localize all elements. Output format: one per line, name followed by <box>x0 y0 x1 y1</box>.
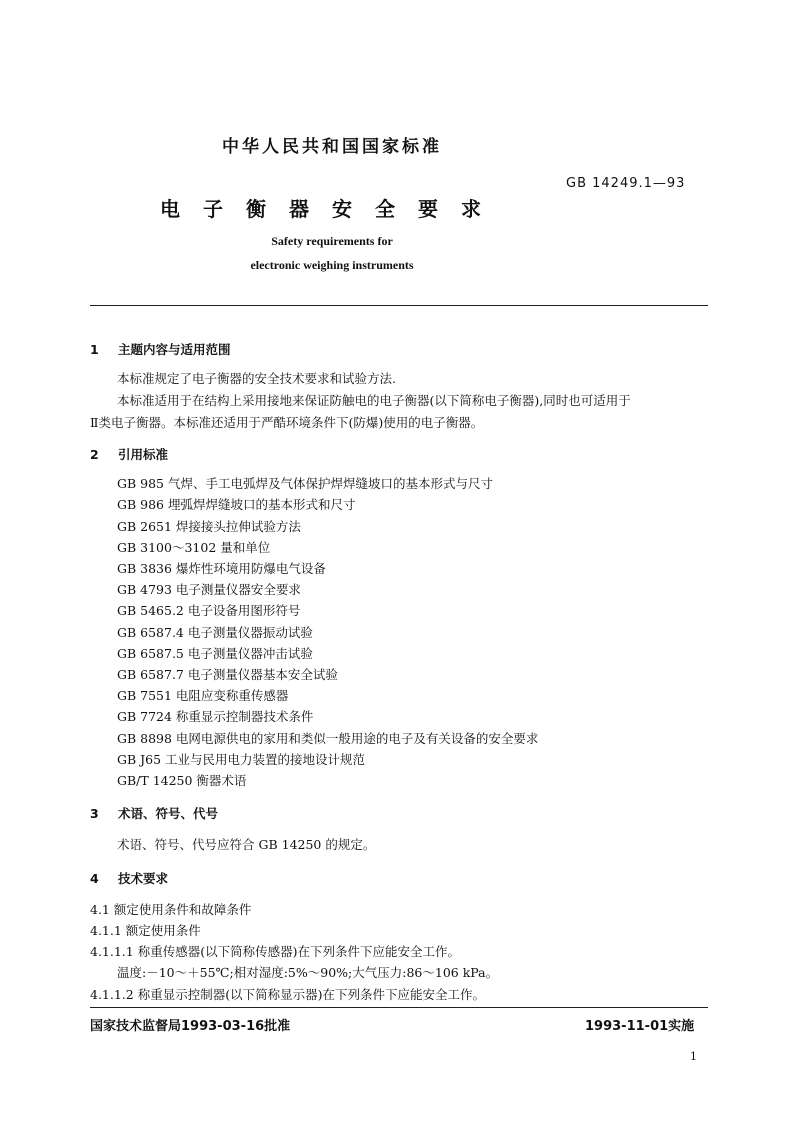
reference-item: GB 7724 称重显示控制器技术条件 <box>117 709 314 724</box>
section-3-title: 术语、符号、代号 <box>118 806 219 821</box>
clause-4-1-1-1-conditions: 温度:－10～＋55℃;相对湿度:5%～90%;大气压力:86～106 kPa。 <box>117 965 499 980</box>
approval-date: 国家技术监督局1993-03-16批准 <box>90 1019 291 1034</box>
clause-4-1-1-2: 4.1.1.2 称重显示控制器(以下简称显示器)在下列条件下应能安全工作。 <box>90 987 485 1002</box>
implementation-date: 1993-11-01实施 <box>585 1019 695 1034</box>
reference-item: GB 8898 电网电源供电的家用和类似一般用途的电子及有关设备的安全要求 <box>117 731 539 746</box>
reference-item: GB 5465.2 电子设备用图形符号 <box>117 603 301 618</box>
reference-item: GB/T 14250 衡器术语 <box>117 773 247 788</box>
reference-item: GB 985 气焊、手工电弧焊及气体保护焊焊缝坡口的基本形式与尺寸 <box>117 476 493 491</box>
section-1-paragraph-1: 本标准规定了电子衡器的安全技术要求和试验方法. <box>117 371 396 386</box>
clause-4-1: 4.1 额定使用条件和故障条件 <box>90 902 252 917</box>
section-2-number: 2 <box>90 447 99 462</box>
page-number: 1 <box>690 1050 697 1063</box>
section-4-number: 4 <box>90 871 99 886</box>
document-title-cn: 电子衡器安全要求 <box>160 197 504 221</box>
standard-org-title: 中华人民共和国国家标准 <box>222 137 442 157</box>
clause-4-1-1-1: 4.1.1.1 称重传感器(以下简称传感器)在下列条件下应能安全工作。 <box>90 944 460 959</box>
section-1-heading <box>90 340 231 358</box>
section-3-heading <box>90 804 218 822</box>
clause-4-1-1: 4.1.1 额定使用条件 <box>90 923 201 938</box>
reference-item: GB 7551 电阻应变称重传感器 <box>117 688 289 703</box>
section-4-title: 技术要求 <box>118 871 169 886</box>
reference-item: GB 2651 焊接接头拉伸试验方法 <box>117 519 301 534</box>
section-3-paragraph-1: 术语、符号、代号应符合 GB 14250 的规定。 <box>117 837 376 852</box>
reference-item: GB 6587.4 电子测量仪器振动试验 <box>117 625 313 640</box>
document-title-en-line2: electronic weighing instruments <box>250 258 414 272</box>
reference-item: GB 6587.7 电子测量仪器基本安全试验 <box>117 667 338 682</box>
reference-item: GB 3836 爆炸性环境用防爆电气设备 <box>117 561 326 576</box>
header-divider <box>90 305 708 306</box>
reference-item: GB 6587.5 电子测量仪器冲击试验 <box>117 646 313 661</box>
reference-item: GB 3100～3102 量和单位 <box>117 540 271 555</box>
footer-divider <box>90 1007 708 1008</box>
section-1-number: 1 <box>90 342 99 357</box>
standard-code: GB 14249.1—93 <box>566 176 686 191</box>
section-1-paragraph-3: Ⅱ类电子衡器。本标准还适用于严酷环境条件下(防爆)使用的电子衡器。 <box>90 415 484 430</box>
reference-item: GB 4793 电子测量仪器安全要求 <box>117 582 301 597</box>
reference-item: GB 986 埋弧焊焊缝坡口的基本形式和尺寸 <box>117 497 356 512</box>
section-4-heading <box>90 869 168 887</box>
section-3-number: 3 <box>90 806 99 821</box>
reference-item: GB J65 工业与民用电力装置的接地设计规范 <box>117 752 366 767</box>
section-1-title: 主题内容与适用范围 <box>118 342 231 357</box>
document-title-en-line1: Safety requirements for <box>271 234 393 248</box>
section-1-paragraph-2: 本标准适用于在结构上采用接地来保证防触电的电子衡器(以下简称电子衡器),同时也可适用于 <box>117 393 631 408</box>
section-2-heading <box>90 445 168 463</box>
section-2-title: 引用标准 <box>118 447 169 462</box>
